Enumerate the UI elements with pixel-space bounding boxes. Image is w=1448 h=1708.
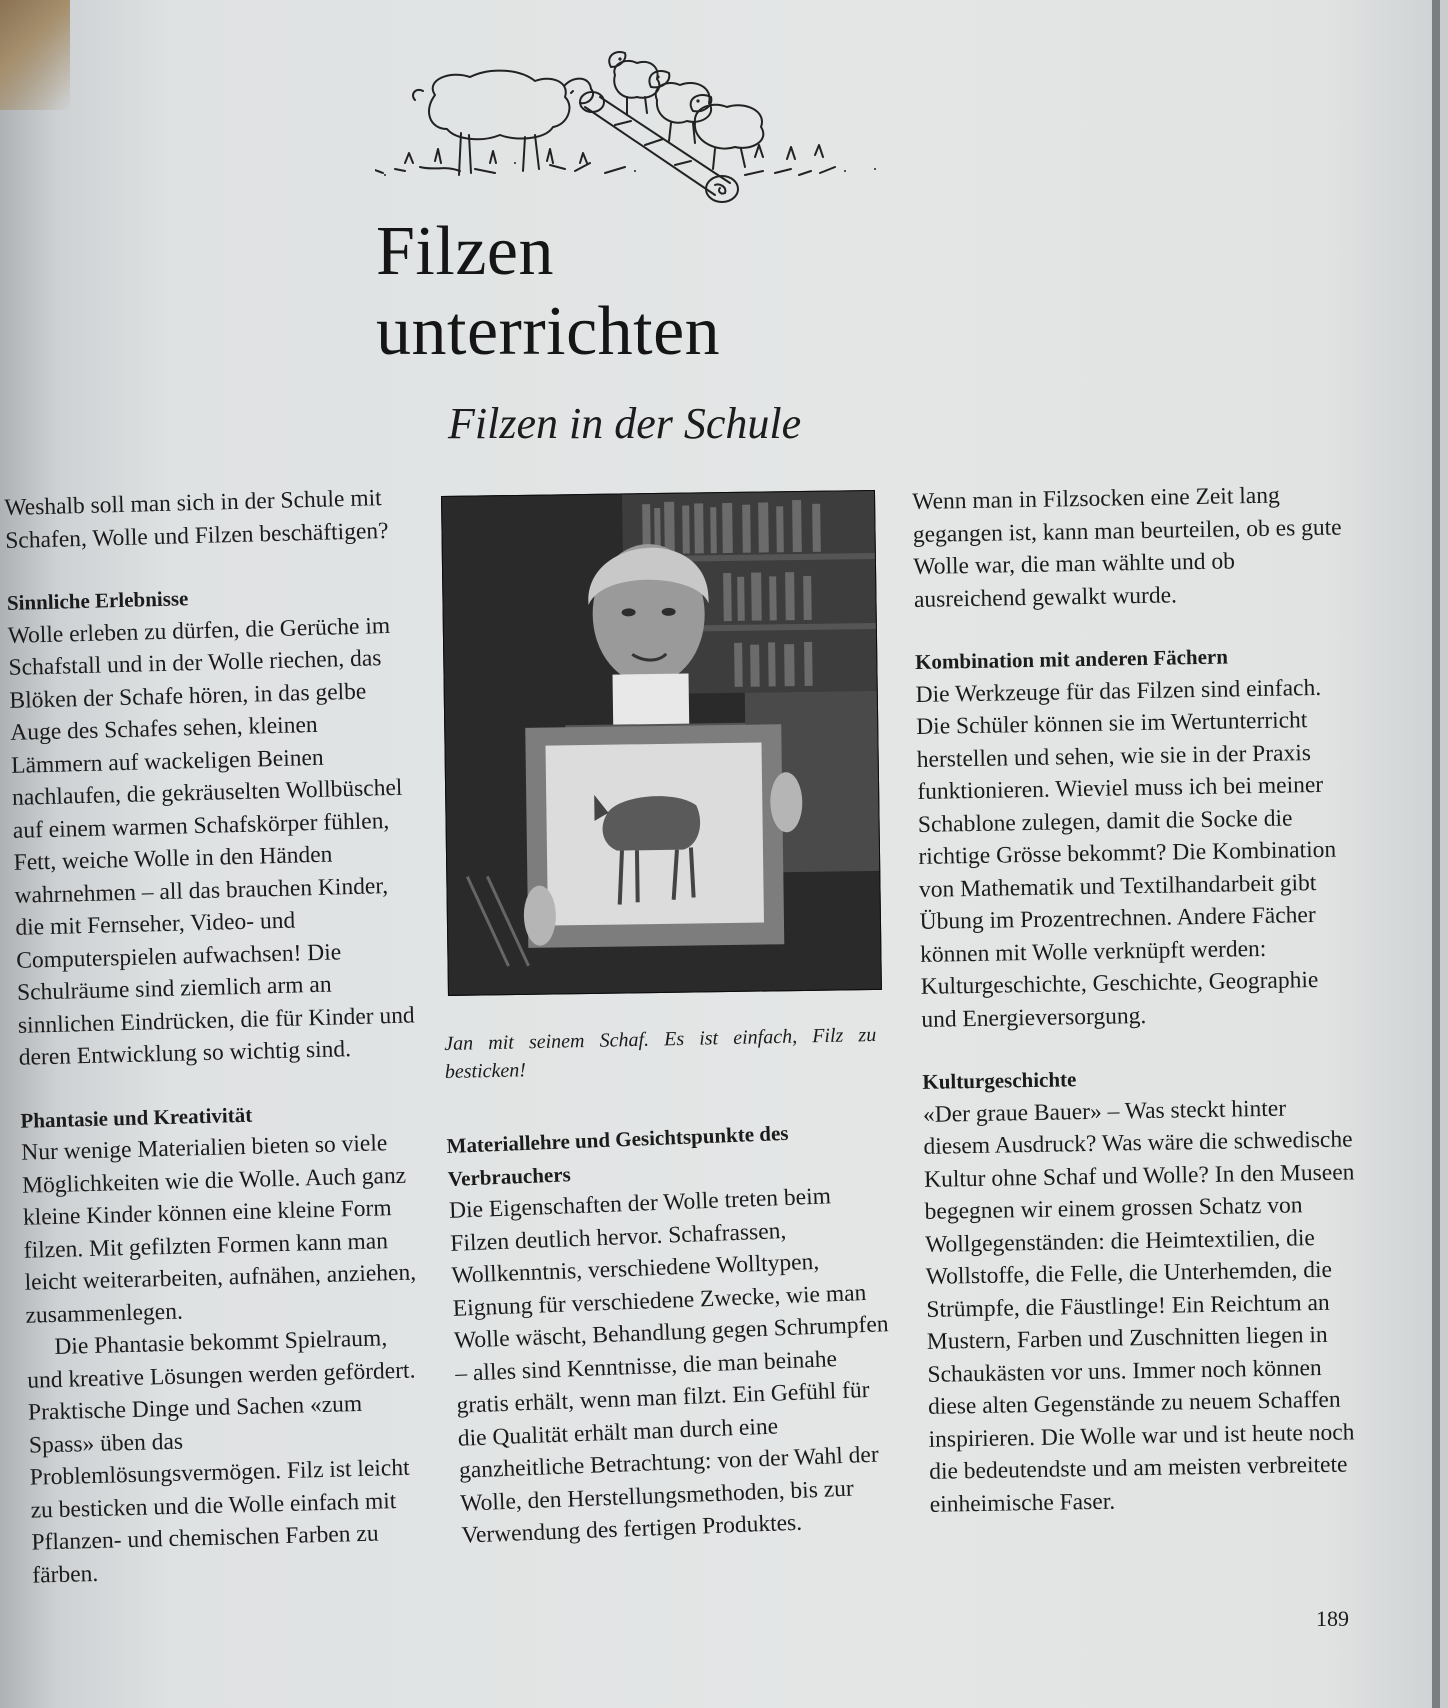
page-edge: [1432, 0, 1440, 1708]
section-text-sinnliche: Wolle erleben zu dürfen, die Gerüche im Schafstall und in der Wolle riechen, das Blöken der Schafe hören, in das gelbe Auge des Schafes sehen, kleinen Lämmern auf wackeligen Beinen nachlaufen, die gekräuselten Wollbüschel auf einem warmen Schafskörper fühlen, Fett, weiche Wolle in den Händen wahrnehmen – all das brauchen Kinder, die mit Fernseher, Video- und Computerspielen aufwachsen! Die Schulräume sind ziemlich arm an sinnlichen Eindrücken, die für Kinder und deren Entwicklung so wichtig sind.: [7, 612, 415, 1071]
sheep-illustration-icon: [375, 45, 915, 220]
section-text-phantasie-2: Die Phantasie bekommt Spielraum, und kreative Lösungen werden gefördert. Praktische Dinge und Sachen «zum Spass» üben das Problemlösungsvermögen. Filz ist leicht zu besticken und die Wolle einfach mit Pflanzen- und chemischen Farben zu färben.: [26, 1325, 416, 1589]
section-heading-kombination: Kombination mit anderen Fächern: [914, 644, 1229, 674]
page-title: Filzen unterrichten: [376, 213, 721, 370]
section-heading-kulturgeschichte: Kulturgeschichte: [922, 1067, 1077, 1094]
page-number: 189: [1316, 1606, 1349, 1631]
text-column-right: [912, 478, 1362, 1520]
section-text-materiallehre: Die Eigenschaften der Wolle treten beim Filzen deutlich hervor. Schafrassen, Wollkenntnis, verschiedene Wolltypen, Eignung für verschiedene Zwecke, wie man Wolle wäscht, Behandlung gegen Schrumpfen – alles sind Kenntnisse, die man beinahe gratis erhält, wenn man filzt. Ein Gefühl für die Qualität erhält man durch eine ganzheitliche Betrachtung: von der Wahl der Wolle, den Herstellungsmethoden, bis zur Verwendung des fertigen Produktes.: [448, 1183, 889, 1549]
section-text-phantasie-1: Nur wenige Materialien bieten so viele Möglichkeiten wie die Wolle. Auch ganz kleine Kinder können eine kleine Form filzen. Mit gefilzten Formen kann man leicht weiterarbeiten, aufnähen, anziehen, zusammenlegen.: [20, 1130, 417, 1329]
section-text-kulturgeschichte: «Der graue Bauer» – Was steckt hinter diesem Ausdruck? Was wäre die schwedische Kultur ohne Schaf und Wolle? In den Museen begegnen wir einem grossen Schatz von Wollgegenständen: die Heimtextilien, die Wollstoffe, die Felle, die Unterhemden, die Strümpfe, die Fäustlinge! Ein Reichtum an Mustern, Farben und Zuschnitten liegen in Schaukästen vor uns. Immer noch können diese alten Gegenstände zu neuem Schaffen inspirieren. Die Wolle war und ist heute noch die bedeutendste und am meisten verbreitete einheimische Faser.: [922, 1095, 1355, 1518]
photo-caption: Jan mit seinem Schaf. Es ist einfach, Filz zu besticken!: [444, 1023, 877, 1083]
intro-paragraph-right: Wenn man in Filzsocken eine Zeit lang gegangen ist, kann man beurteilen, ob es gute Wolle war, die man wählte und ob ausreichend gewalkt wurde.: [912, 482, 1342, 613]
section-heading-phantasie: Phantasie und Kreativität: [20, 1102, 253, 1133]
section-heading-sinnliche: Sinnliche Erlebnisse: [6, 586, 189, 615]
page-corner-shadow: [0, 0, 70, 110]
child-with-felt-sheep-photo: [441, 490, 882, 996]
text-column-left: [4, 482, 433, 1592]
intro-paragraph: Weshalb soll man sich in der Schule mit Schafen, Wolle und Filzen beschäftigen?: [4, 485, 389, 554]
text-column-middle: [446, 1113, 898, 1552]
section-subtitle: Filzen in der Schule: [448, 399, 802, 448]
section-heading-materiallehre: Materiallehre und Gesichtspunkte des Verbrauchers: [446, 1120, 789, 1191]
section-text-kombination: Die Werkzeuge für das Filzen sind einfach. Die Schüler können sie im Wertunterricht herstellen und sehen, wie sie in der Praxis funktionieren. Wieviel muss ich bei meiner Schablone zulegen, damit die Socke die richtige Grösse bekommt? Die Kombination von Mathematik und Textilhandarbeit gibt Übung im Prozentrechnen. Andere Fächer können mit Wolle verknüpft werden: Kulturgeschichte, Geschichte, Geographie und Energieversorgung.: [915, 674, 1337, 1033]
